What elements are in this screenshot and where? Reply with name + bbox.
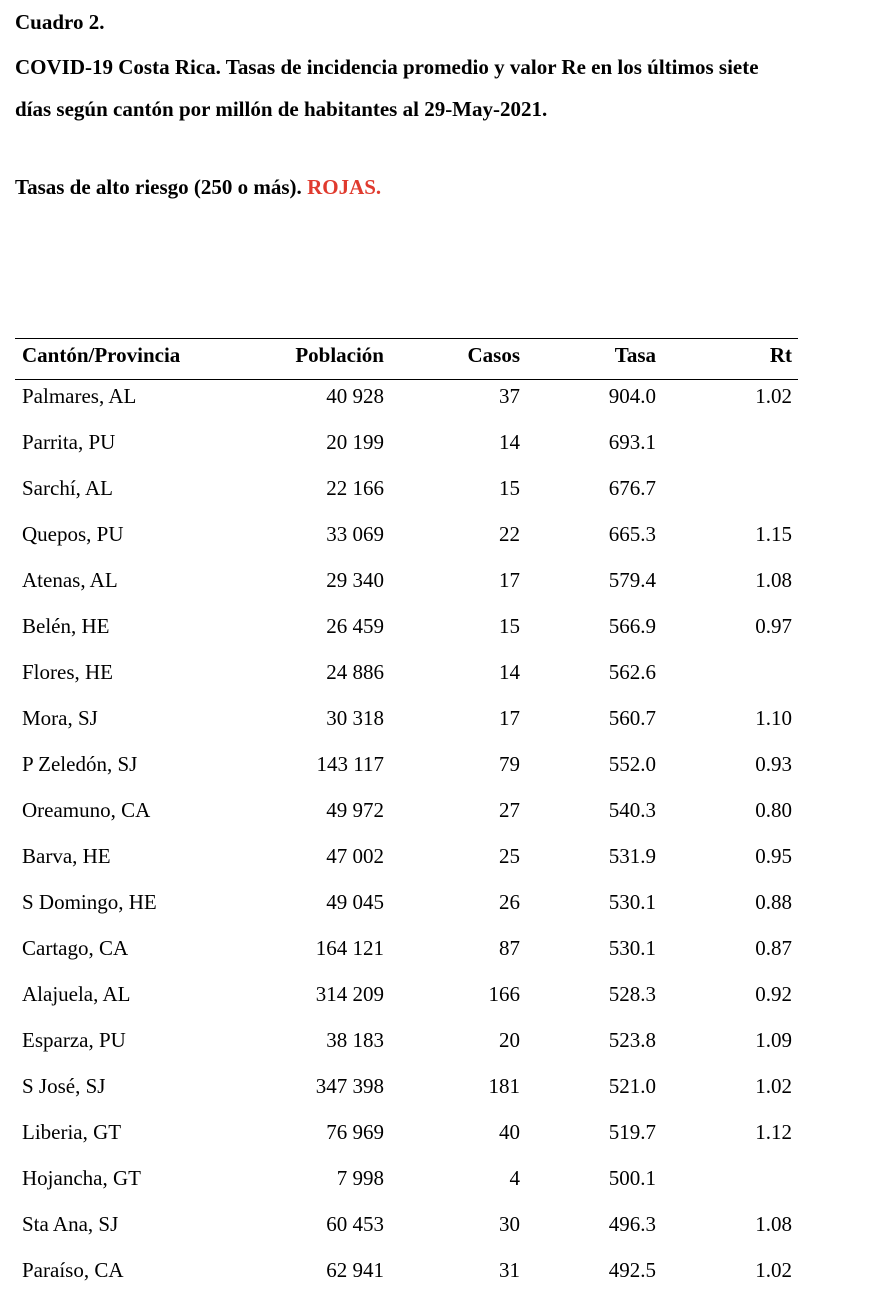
cell-poblacion: 76 969 <box>326 1120 384 1144</box>
cell-poblacion: 60 453 <box>326 1212 384 1236</box>
table-header-rule <box>15 379 798 380</box>
cell-tasa: 693.1 <box>608 430 656 454</box>
cell-tasa: 560.7 <box>608 706 656 730</box>
cell-poblacion: 47 002 <box>326 844 384 868</box>
cell-poblacion: 7 998 <box>336 1166 384 1190</box>
cell-casos: 79 <box>499 752 520 776</box>
cell-tasa: 521.0 <box>608 1074 656 1098</box>
cell-canton: P Zeledón, SJ <box>22 752 138 776</box>
cell-canton: Belén, HE <box>22 614 110 638</box>
cell-poblacion: 314 209 <box>315 982 384 1006</box>
cell-casos: 15 <box>499 614 520 638</box>
cell-canton: Paraíso, CA <box>22 1258 124 1282</box>
table-row <box>0 705 886 751</box>
cell-casos: 17 <box>499 706 520 730</box>
cell-tasa: 540.3 <box>608 798 656 822</box>
cell-poblacion: 30 318 <box>326 706 384 730</box>
cell-tasa: 528.3 <box>608 982 656 1006</box>
column-header-casos: Casos <box>467 343 520 367</box>
column-header-canton: Cantón/Provincia <box>22 343 181 367</box>
cell-rt: 1.15 <box>755 522 792 546</box>
cell-casos: 20 <box>499 1028 520 1052</box>
cell-casos: 181 <box>488 1074 520 1098</box>
cell-tasa: 566.9 <box>608 614 656 638</box>
column-header-poblacion: Población <box>295 343 384 367</box>
risk-subtitle-text: Tasas de alto riesgo (250 o más). <box>15 175 302 199</box>
cell-canton: Quepos, PU <box>22 522 124 546</box>
table-row <box>0 1257 886 1303</box>
cell-casos: 166 <box>488 982 520 1006</box>
cell-tasa: 676.7 <box>608 476 656 500</box>
cell-canton: Palmares, AL <box>22 384 137 408</box>
cell-poblacion: 26 459 <box>326 614 384 638</box>
table-row <box>0 1027 886 1073</box>
cell-rt: 1.02 <box>755 1258 792 1282</box>
cell-canton: Parrita, PU <box>22 430 116 454</box>
table-row <box>0 1211 886 1257</box>
table-row <box>0 1119 886 1165</box>
cell-poblacion: 49 972 <box>326 798 384 822</box>
cell-rt: 0.87 <box>755 936 792 960</box>
cell-poblacion: 347 398 <box>315 1074 384 1098</box>
cell-poblacion: 143 117 <box>316 752 384 776</box>
table-row <box>0 1073 886 1119</box>
table-row <box>0 981 886 1027</box>
cell-rt: 1.12 <box>755 1120 792 1144</box>
cell-canton: Oreamuno, CA <box>22 798 151 822</box>
table-row <box>0 383 886 429</box>
cell-tasa: 665.3 <box>608 522 656 546</box>
cell-canton: Flores, HE <box>22 660 113 684</box>
table-title-line-1: COVID-19 Costa Rica. Tasas de incidencia promedio y valor Re en los últimos siete <box>15 55 759 79</box>
cell-casos: 87 <box>499 936 520 960</box>
cell-poblacion: 24 886 <box>326 660 384 684</box>
cell-casos: 31 <box>499 1258 520 1282</box>
cell-tasa: 531.9 <box>608 844 656 868</box>
cell-casos: 25 <box>499 844 520 868</box>
table-row <box>0 797 886 843</box>
cell-tasa: 523.8 <box>608 1028 656 1052</box>
cell-poblacion: 22 166 <box>326 476 384 500</box>
cell-casos: 14 <box>499 660 520 684</box>
table-row <box>0 567 886 613</box>
cell-canton: Liberia, GT <box>22 1120 122 1144</box>
cell-canton: Barva, HE <box>22 844 111 868</box>
cell-tasa: 519.7 <box>608 1120 656 1144</box>
risk-color-label: ROJAS. <box>307 175 382 199</box>
cell-canton: S Domingo, HE <box>22 890 157 914</box>
column-header-rt: Rt <box>769 343 792 367</box>
cell-poblacion: 33 069 <box>326 522 384 546</box>
table-row <box>0 521 886 567</box>
cell-tasa: 904.0 <box>608 384 656 408</box>
cell-tasa: 492.5 <box>608 1258 656 1282</box>
cell-poblacion: 49 045 <box>326 890 384 914</box>
cell-poblacion: 62 941 <box>326 1258 384 1282</box>
cell-canton: Alajuela, AL <box>22 982 131 1006</box>
cell-canton: Mora, SJ <box>22 706 98 730</box>
table-top-rule <box>15 338 798 339</box>
cell-rt: 0.95 <box>755 844 792 868</box>
table-row <box>0 935 886 981</box>
cell-casos: 30 <box>499 1212 520 1236</box>
cell-poblacion: 40 928 <box>326 384 384 408</box>
cell-poblacion: 164 121 <box>315 936 384 960</box>
cell-rt: 1.08 <box>755 1212 792 1236</box>
cell-casos: 17 <box>499 568 520 592</box>
cell-rt: 1.02 <box>755 1074 792 1098</box>
table-row <box>0 613 886 659</box>
cell-canton: Sta Ana, SJ <box>22 1212 119 1236</box>
table-row <box>0 1165 886 1211</box>
cell-casos: 22 <box>499 522 520 546</box>
cell-casos: 37 <box>499 384 520 408</box>
column-header-tasa: Tasa <box>614 343 656 367</box>
cell-tasa: 500.1 <box>608 1166 656 1190</box>
table-row <box>0 429 886 475</box>
table-header-row <box>0 342 886 368</box>
cell-canton: S José, SJ <box>22 1074 106 1098</box>
cell-tasa: 530.1 <box>608 936 656 960</box>
cell-rt: 1.02 <box>755 384 792 408</box>
cell-tasa: 496.3 <box>608 1212 656 1236</box>
cell-poblacion: 29 340 <box>326 568 384 592</box>
cell-casos: 15 <box>499 476 520 500</box>
table-row <box>0 889 886 935</box>
cell-casos: 40 <box>499 1120 520 1144</box>
cell-casos: 27 <box>499 798 520 822</box>
cell-canton: Esparza, PU <box>22 1028 126 1052</box>
cell-canton: Hojancha, GT <box>22 1166 141 1190</box>
cell-rt: 0.97 <box>755 614 792 638</box>
cell-rt: 0.80 <box>755 798 792 822</box>
cell-casos: 14 <box>499 430 520 454</box>
cell-casos: 26 <box>499 890 520 914</box>
cell-canton: Sarchí, AL <box>22 476 113 500</box>
cell-tasa: 579.4 <box>608 568 656 592</box>
cell-canton: Cartago, CA <box>22 936 129 960</box>
cell-rt: 1.09 <box>755 1028 792 1052</box>
cell-rt: 0.88 <box>755 890 792 914</box>
cell-rt: 1.10 <box>755 706 792 730</box>
table-body <box>0 383 886 1303</box>
table-title-line-2: días según cantón por millón de habitantes al 29-May-2021. <box>15 97 548 121</box>
table-label: Cuadro 2. <box>15 10 105 34</box>
cell-rt: 1.08 <box>755 568 792 592</box>
table-row <box>0 475 886 521</box>
risk-subtitle <box>15 175 381 199</box>
cell-poblacion: 38 183 <box>326 1028 384 1052</box>
cell-poblacion: 20 199 <box>326 430 384 454</box>
cell-canton: Atenas, AL <box>22 568 118 592</box>
cell-tasa: 530.1 <box>608 890 656 914</box>
table-row <box>0 751 886 797</box>
cell-rt: 0.93 <box>755 752 792 776</box>
table-row <box>0 843 886 889</box>
cell-casos: 4 <box>509 1166 520 1190</box>
cell-tasa: 562.6 <box>608 660 656 684</box>
cell-tasa: 552.0 <box>608 752 656 776</box>
table-row <box>0 659 886 705</box>
cell-rt: 0.92 <box>755 982 792 1006</box>
